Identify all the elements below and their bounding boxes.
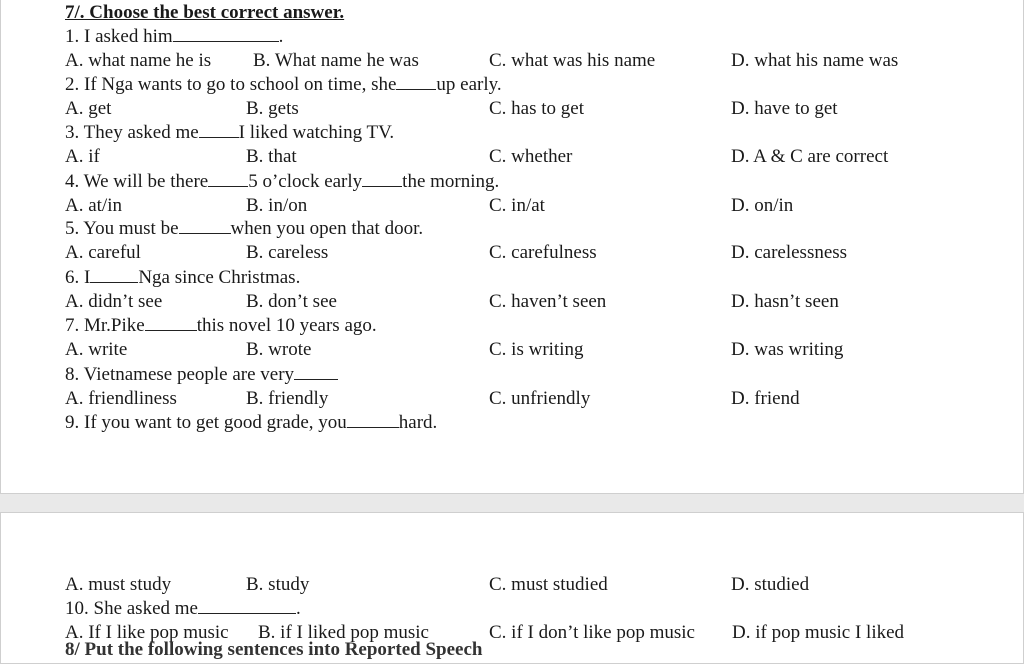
option-8c: C. unfriendly [489, 388, 591, 409]
question-3: 3. They asked me I liked watching TV. [65, 122, 395, 143]
option-8a: A. friendliness [65, 388, 177, 409]
option-1a: A. what name he is [65, 50, 212, 71]
option-10d: D. if pop music I liked [732, 622, 905, 643]
option-7b: B. wrote [246, 339, 312, 360]
option-4a: A. at/in [65, 195, 122, 216]
question-9: 9. If you want to get good grade, you hard. [65, 412, 438, 433]
answer-blank [199, 121, 239, 138]
answer-blank [145, 314, 197, 331]
answer-blank [347, 411, 399, 428]
option-5a: A. careful [65, 242, 141, 263]
option-2a: A. get [65, 98, 112, 119]
option-2c: C. has to get [489, 98, 584, 119]
option-7a: A. write [65, 339, 128, 360]
option-4b: B. in/on [246, 195, 308, 216]
option-6d: D. hasn’t seen [731, 291, 839, 312]
option-2b: B. gets [246, 98, 299, 119]
question-7: 7. Mr.Pike this novel 10 years ago. [65, 315, 377, 336]
next-exercise-heading-cutoff: 8/ Put the following sentences into Reported Speech [65, 639, 483, 660]
worksheet-page-2 [0, 512, 1024, 664]
option-7c: C. is writing [489, 339, 584, 360]
question-1: 1. I asked him . [65, 26, 284, 47]
option-5b: B. careless [246, 242, 329, 263]
option-4d: D. on/in [731, 195, 794, 216]
option-10b: B. if I liked pop music [258, 622, 429, 643]
answer-blank [396, 73, 436, 90]
option-3d: D. A & C are correct [731, 146, 889, 167]
option-1c: C. what was his name [489, 50, 656, 71]
question-10: 10. She asked me . [65, 598, 301, 619]
option-10c: C. if I don’t like pop music [489, 622, 695, 643]
option-6c: C. haven’t seen [489, 291, 607, 312]
option-9b: B. study [246, 574, 310, 595]
option-9a: A. must study [65, 574, 172, 595]
option-10a: A. If I like pop music [65, 622, 229, 643]
answer-blank [179, 217, 231, 234]
answer-blank [362, 170, 402, 187]
option-3a: A. if [65, 146, 100, 167]
option-8d: D. friend [731, 388, 800, 409]
question-8: 8. Vietnamese people are very [65, 363, 338, 387]
exercise-title: 7/. Choose the best correct answer. [65, 2, 345, 23]
answer-blank [198, 597, 296, 614]
question-5: 5. You must be when you open that door. [65, 218, 424, 239]
option-3b: B. that [246, 146, 297, 167]
answer-blank [173, 25, 279, 42]
question-4: 4. We will be there 5 o’clock early the morning. [65, 171, 500, 192]
option-9d: D. studied [731, 574, 810, 595]
option-3c: C. whether [489, 146, 573, 167]
option-2d: D. have to get [731, 98, 838, 119]
option-6b: B. don’t see [246, 291, 337, 312]
option-7d: D. was writing [731, 339, 844, 360]
answer-blank [90, 266, 138, 283]
answer-blank [208, 170, 248, 187]
option-5d: D. carelessness [731, 242, 848, 263]
answer-blank [294, 363, 338, 380]
option-6a: A. didn’t see [65, 291, 163, 312]
option-5c: C. carefulness [489, 242, 597, 263]
question-6: 6. I Nga since Christmas. [65, 267, 301, 288]
option-1b: B. What name he was [253, 50, 419, 71]
option-4c: C. in/at [489, 195, 545, 216]
option-1d: D. what his name was [731, 50, 899, 71]
option-9c: C. must studied [489, 574, 608, 595]
option-8b: B. friendly [246, 388, 329, 409]
question-2: 2. If Nga wants to go to school on time, she up early. [65, 74, 502, 95]
